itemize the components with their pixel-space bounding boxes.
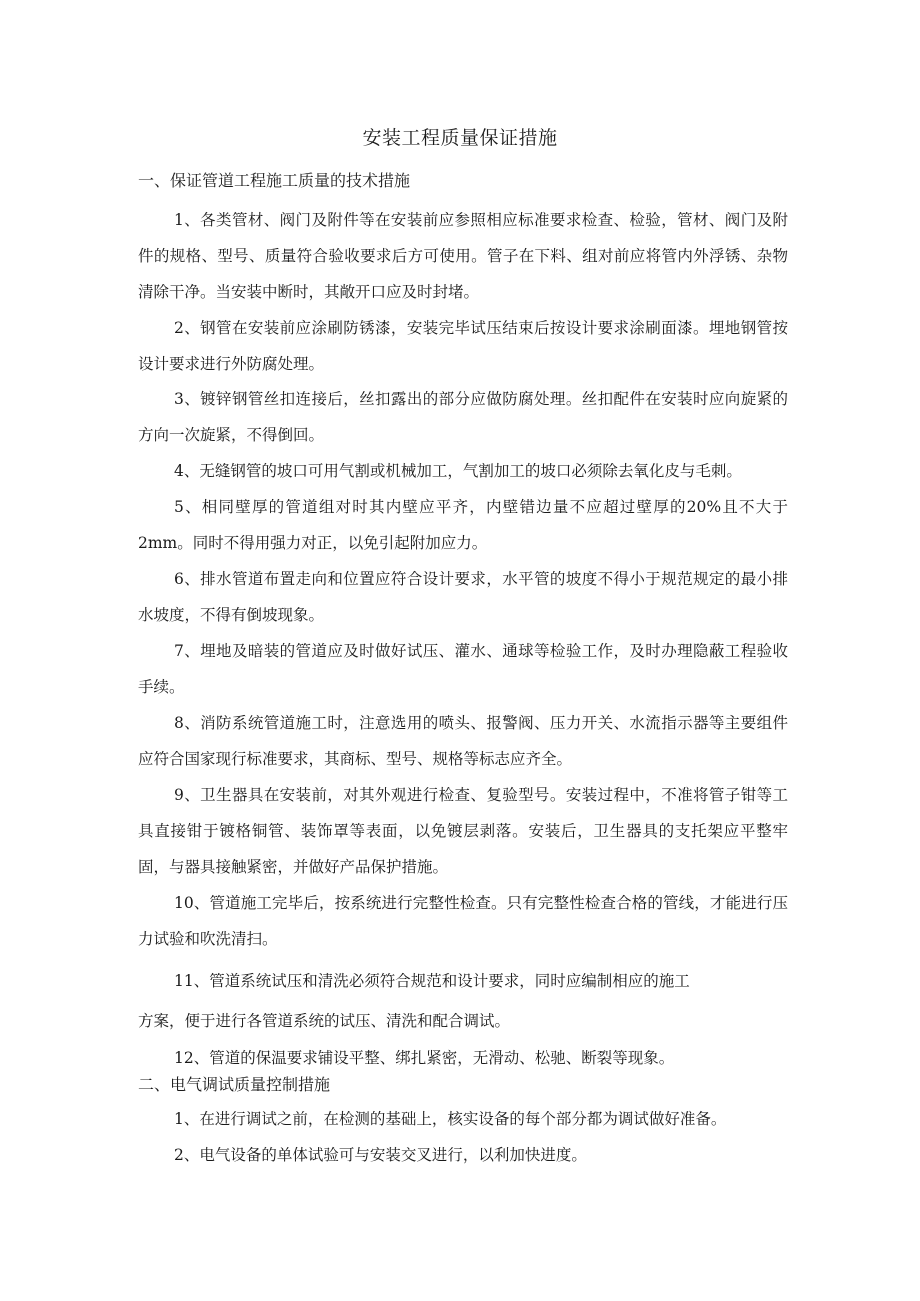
section-1-heading: 一、保证管道工程施工质量的技术措施 (138, 171, 411, 190)
section-2-item-1: 1、在进行调试之前，在检测的基础上，核实设备的每个部分都为调试做好准备。 (174, 1110, 727, 1128)
section-1-item-5: 5、相同壁厚的管道组对时其内壁应平齐，内壁错边量不应超过壁厚的20%且不大于2mm。同时不得用强力对正，以免引起附加应力。 (138, 498, 788, 552)
section-1-item-6: 6、排水管道布置走向和位置应符合设计要求，水平管的坡度不得小于规范规定的最小排水坡度，不得有倒坡现象。 (138, 570, 788, 624)
section-1-item-7: 7、埋地及暗装的管道应及时做好试压、灌水、通球等检验工作，及时办理隐蔽工程验收手续。 (138, 642, 788, 696)
section-1-item-10: 10、管道施工完毕后，按系统进行完整性检查。只有完整性检查合格的管线，才能进行压力试验和吹洗清扫。 (138, 894, 788, 948)
section-1-item-11-line-1: 11、管道系统试压和清洗必须符合规范和设计要求，同时应编制相应的施工 (174, 972, 690, 990)
section-1-item-3: 3、镀锌钢管丝扣连接后，丝扣露出的部分应做防腐处理。丝扣配件在安装时应向旋紧的方向一次旋紧，不得倒回。 (138, 390, 788, 444)
section-1-item-2: 2、钢管在安装前应涂刷防锈漆，安装完毕试压结束后按设计要求涂刷面漆。埋地钢管按设计要求进行外防腐处理。 (138, 319, 788, 373)
document-title: 安装工程质量保证措施 (362, 127, 558, 149)
section-1-item-8: 8、消防系统管道施工时，注意选用的喷头、报警阀、压力开关、水流指示器等主要组件应符合国家现行标准要求，其商标、型号、规格等标志应齐全。 (138, 714, 788, 768)
section-2-heading: 二、电气调试质量控制措施 (138, 1075, 331, 1094)
section-1-item-11-line-2: 方案，便于进行各管道系统的试压、清洗和配合调试。 (138, 1012, 511, 1030)
section-1-item-9: 9、卫生器具在安装前，对其外观进行检查、复验型号。安装过程中，不准将管子钳等工具直接钳于镀格铜管、装饰罩等表面，以免镀层剥落。安装后，卫生器具的支托架应平整牢固，与器具接触紧密，并做好产品保护措施。 (138, 786, 788, 876)
section-2-item-2: 2、电气设备的单体试验可与安装交叉进行，以利加快进度。 (174, 1146, 587, 1164)
section-1-item-4: 4、无缝钢管的坡口可用气割或机械加工，气割加工的坡口必须除去氧化皮与毛刺。 (174, 462, 742, 480)
section-1-item-1: 1、各类管材、阀门及附件等在安装前应参照相应标准要求检查、检验，管材、阀门及附件的规格、型号、质量符合验收要求后方可使用。管子在下料、组对前应将管内外浮锈、杂物清除干净。当安装中断时，其敞开口应及时封堵。 (138, 211, 788, 301)
section-1-item-12: 12、管道的保温要求铺设平整、绑扎紧密，无滑动、松驰、断裂等现象。 (174, 1049, 675, 1067)
